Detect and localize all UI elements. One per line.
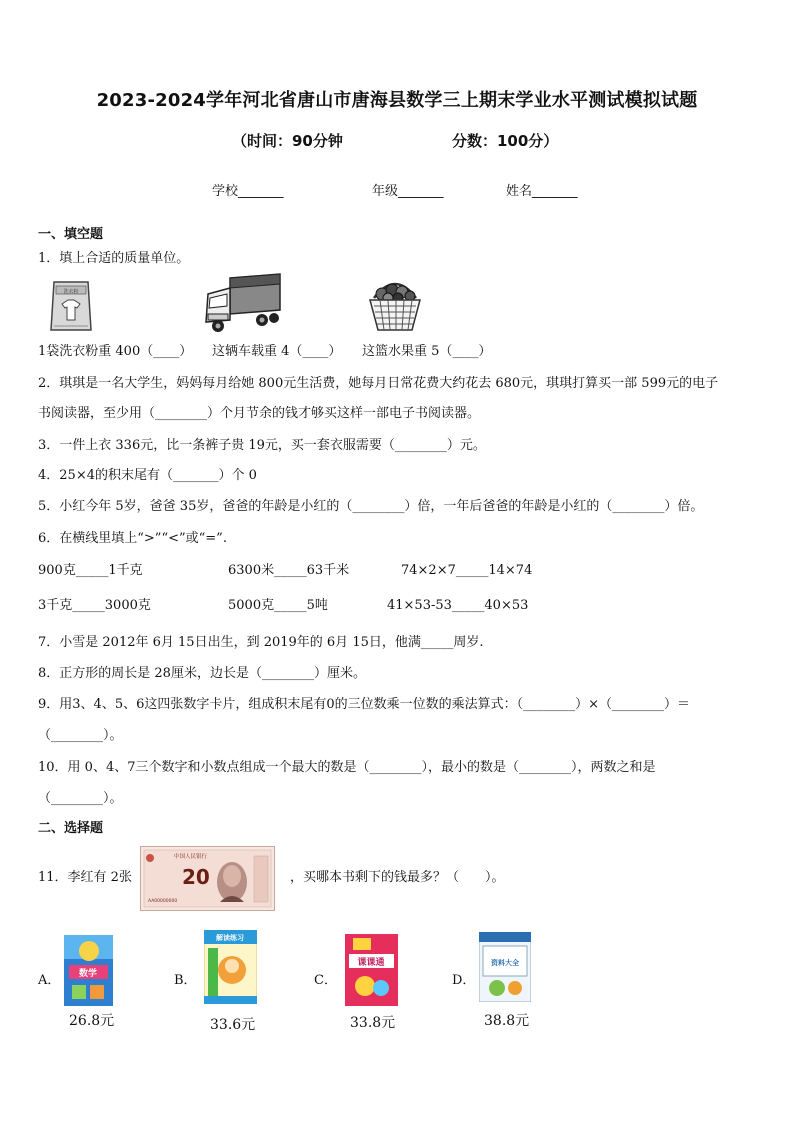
book-d-title: 资料大全: [491, 959, 519, 967]
question-1-item-b: 这辆车载重 4（____）: [212, 344, 342, 359]
question-9-line-2: （________）。: [38, 728, 123, 743]
question-6-r1c1: 900克_____1千克: [38, 563, 143, 578]
name-field[interactable]: 姓名_______: [506, 184, 578, 199]
option-c-price: 33.8元: [350, 1015, 396, 1031]
truck-icon: [200, 272, 284, 334]
question-6-r2c1: 3千克_____3000克: [38, 598, 151, 613]
question-3: 3．一件上衣 336元，比一条裤子贵 19元，买一套衣服需要（________）元。: [38, 438, 486, 453]
question-6-stem: 6．在横线里填上“>”“<”或“=”.: [38, 531, 227, 546]
exam-time: （时间：90分钟: [232, 132, 343, 150]
question-11-prefix: 11．李红有 2张: [38, 870, 132, 885]
question-7: 7．小雪是 2012年 6月 15日出生，到 2019年的 6月 15日，他满_____周岁.: [38, 635, 484, 650]
school-field[interactable]: 学校_______: [212, 184, 284, 199]
book-d-cover-icon[interactable]: [479, 932, 531, 1002]
banknote-value: 20: [182, 865, 210, 889]
book-b-cover-icon[interactable]: [204, 930, 257, 1004]
option-d-letter[interactable]: D．: [452, 973, 476, 988]
fruit-basket-icon: [362, 272, 428, 334]
question-6-r1c3: 74×2×7_____14×74: [401, 563, 533, 578]
question-8: 8．正方形的周长是 28厘米，边长是（________）厘米。: [38, 666, 366, 681]
question-6-r2c3: 41×53-53_____40×53: [387, 598, 529, 613]
option-a-price: 26.8元: [69, 1013, 115, 1029]
option-c-letter[interactable]: C．: [314, 973, 337, 988]
book-a-cover-icon[interactable]: [64, 935, 113, 1006]
question-11-suffix: ，买哪本书剩下的钱最多？（ ）。: [290, 870, 505, 885]
option-b-price: 33.6元: [210, 1017, 256, 1033]
question-1-item-a: 1袋洗衣粉重 400（____）: [38, 344, 193, 359]
question-9-line-1: 9．用3、4、5、6这四张数字卡片，组成积末尾有0的三位数乘一位数的乘法算式：（________）×（________）＝: [38, 697, 691, 712]
question-6-r2c2: 5000克_____5吨: [228, 598, 328, 613]
question-2-line-1: 2．琪琪是一名大学生，妈妈每月给她 800元生活费，她每月日常花费大约花去 680元，琪琪打算买一部 599元的电子: [38, 376, 719, 391]
detergent-bag-icon: [48, 278, 94, 334]
book-c-title: 课课通: [357, 958, 385, 968]
exam-score: 分数：100分）: [452, 132, 559, 150]
question-10-line-1: 10．用 0、4、7三个数字和小数点组成一个最大的数是（________），最小的数是（________），两数之和是: [38, 760, 656, 775]
section-heading-fill-in: 一、填空题: [38, 227, 104, 242]
bag-label: 洗衣粉: [63, 289, 79, 295]
grade-field[interactable]: 年级_______: [372, 184, 444, 199]
question-1-item-c: 这篮水果重 5（____）: [362, 344, 492, 359]
question-4: 4．25×4的积末尾有（_______）个 0: [38, 468, 257, 483]
section-heading-choice: 二、选择题: [38, 821, 104, 836]
banknote-label: 中国人民银行: [174, 854, 208, 860]
book-c-cover-icon[interactable]: [345, 934, 398, 1006]
question-10-line-2: （________）。: [38, 791, 123, 806]
page-title: 2023-2024学年河北省唐山市唐海县数学三上期末学业水平测试模拟试题: [96, 90, 698, 111]
question-6-r1c2: 6300米_____63千米: [228, 563, 350, 578]
book-b-title: 解读练习: [216, 934, 244, 942]
question-1-stem: 1．填上合适的质量单位。: [38, 251, 190, 266]
banknote-20-icon: [140, 846, 275, 911]
option-b-letter[interactable]: B．: [174, 973, 197, 988]
svg-text:AA00000000: AA00000000: [148, 899, 178, 904]
question-5: 5．小红今年 5岁，爸爸 35岁，爸爸的年龄是小红的（________）倍，一年后爸爸的年龄是小红的（________）倍。: [38, 499, 704, 514]
book-a-title: 数学: [78, 969, 98, 979]
option-a-letter[interactable]: A．: [38, 973, 61, 988]
question-2-line-2: 书阅读器，至少用（________）个月节余的钱才够买这样一部电子书阅读器。: [38, 406, 481, 421]
option-d-price: 38.8元: [484, 1013, 530, 1029]
